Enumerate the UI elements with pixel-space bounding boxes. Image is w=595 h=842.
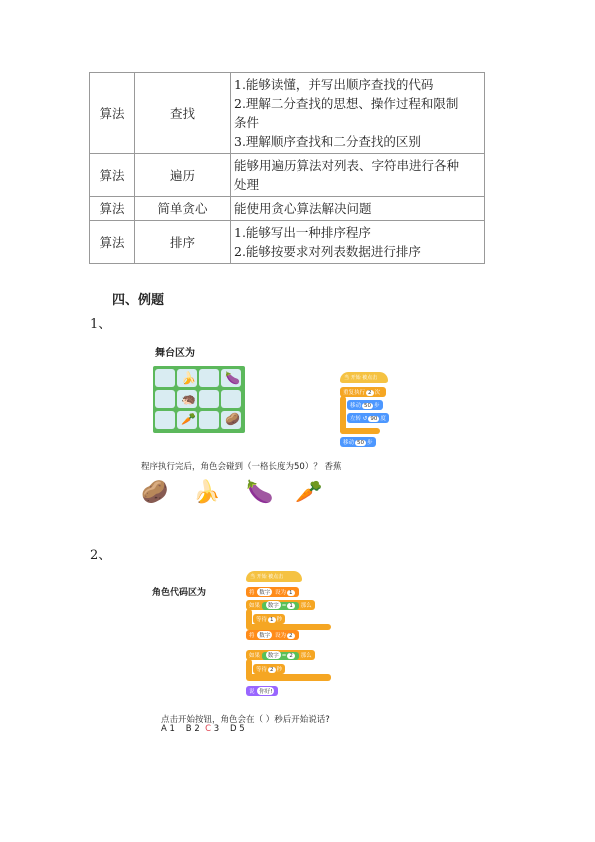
- code-title: 角色代码区为: [152, 588, 207, 598]
- category-cell: 算法: [90, 154, 135, 197]
- requirement-line: 2.能够按要求对列表数据进行排序: [234, 244, 421, 259]
- wait-block: 等待 2 秒: [253, 664, 285, 674]
- requirement-line: 1.能够读懂，并写出顺序查找的代码: [234, 77, 434, 92]
- potato-icon: 🥔: [225, 412, 240, 426]
- question-text: 点击开始按钮，角色会在（ ）秒后开始说话?: [161, 715, 330, 725]
- category-cell: 算法: [90, 221, 135, 264]
- topic-cell: 排序: [135, 221, 231, 264]
- requirement-line: 1.能够写出一种排序程序: [234, 225, 371, 240]
- topic-cell: 查找: [135, 73, 231, 154]
- repeat-block-end: [340, 428, 380, 434]
- requirement-line: 2.理解二分查找的思想、操作过程和限制: [234, 96, 459, 111]
- set-variable-block: 将 数字 设为 2: [246, 630, 299, 640]
- topic-cell: 遍历: [135, 154, 231, 197]
- question-number: 2、: [90, 548, 112, 563]
- when-start-block: 当 开始 被点击: [246, 571, 302, 582]
- move-block: 移动 50 步: [347, 400, 383, 410]
- wait-block: 等待 1 秒: [253, 614, 285, 624]
- category-cell: 算法: [90, 197, 135, 221]
- option-c: C 3: [205, 724, 220, 734]
- turn-block: 左转 ↺ 90 度: [347, 413, 389, 423]
- requirement-cell: [231, 221, 485, 264]
- table-row: [90, 154, 485, 197]
- eggplant-icon: 🍆: [225, 371, 240, 385]
- table-row: [90, 197, 485, 221]
- table-row: [90, 221, 485, 264]
- question-number: 1、: [90, 317, 112, 332]
- section-title: 四、例题: [112, 293, 165, 308]
- hedgehog-icon: 🦔: [181, 392, 196, 406]
- say-block: 说 你好!: [246, 686, 278, 696]
- stage-title: 舞台区为: [155, 348, 195, 359]
- option-d: D 5: [230, 724, 245, 734]
- if-block: 如果 数字 = 1 那么: [246, 600, 315, 610]
- requirement-line: 条件: [234, 115, 260, 130]
- table-row: [90, 73, 485, 154]
- question-text: 程序执行完后，角色会碰到（一格长度为50）？ 香蕉: [141, 462, 342, 472]
- if-block: 如果 数字 = 2 那么: [246, 650, 315, 660]
- category-cell: 算法: [90, 73, 135, 154]
- topic-cell: 简单贪心: [135, 197, 231, 221]
- repeat-block: 重复执行 2 次: [340, 387, 386, 397]
- requirement-cell: [231, 73, 485, 154]
- option-a: A 1: [161, 724, 175, 734]
- when-start-block: 当 开始 被点击: [340, 372, 388, 383]
- stage-grid: [153, 366, 245, 433]
- eggplant-icon: 🍆: [246, 480, 274, 505]
- set-variable-block: 将 数字 设为 1: [246, 587, 299, 597]
- requirement-cell: [231, 197, 485, 221]
- carrot-icon: 🥕: [295, 480, 323, 505]
- requirement-line: 3.理解顺序查找和二分查找的区别: [234, 134, 421, 149]
- requirement-line: 能够用遍历算法对列表、字符串进行各种: [234, 158, 460, 173]
- requirements-table: [89, 72, 485, 264]
- if-block-end: [246, 674, 331, 681]
- answer-options: [161, 724, 245, 734]
- banana-icon: 🍌: [193, 480, 221, 505]
- banana-icon: 🍌: [181, 371, 196, 385]
- requirement-line: 能使用贪心算法解决问题: [234, 201, 372, 216]
- carrot-icon: 🥕: [181, 412, 196, 426]
- potato-icon: 🥔: [141, 480, 169, 505]
- move-block: 移动 50 步: [340, 437, 376, 447]
- requirement-cell: [231, 154, 485, 197]
- option-b: B 2: [185, 724, 200, 734]
- requirement-line: 处理: [234, 177, 260, 192]
